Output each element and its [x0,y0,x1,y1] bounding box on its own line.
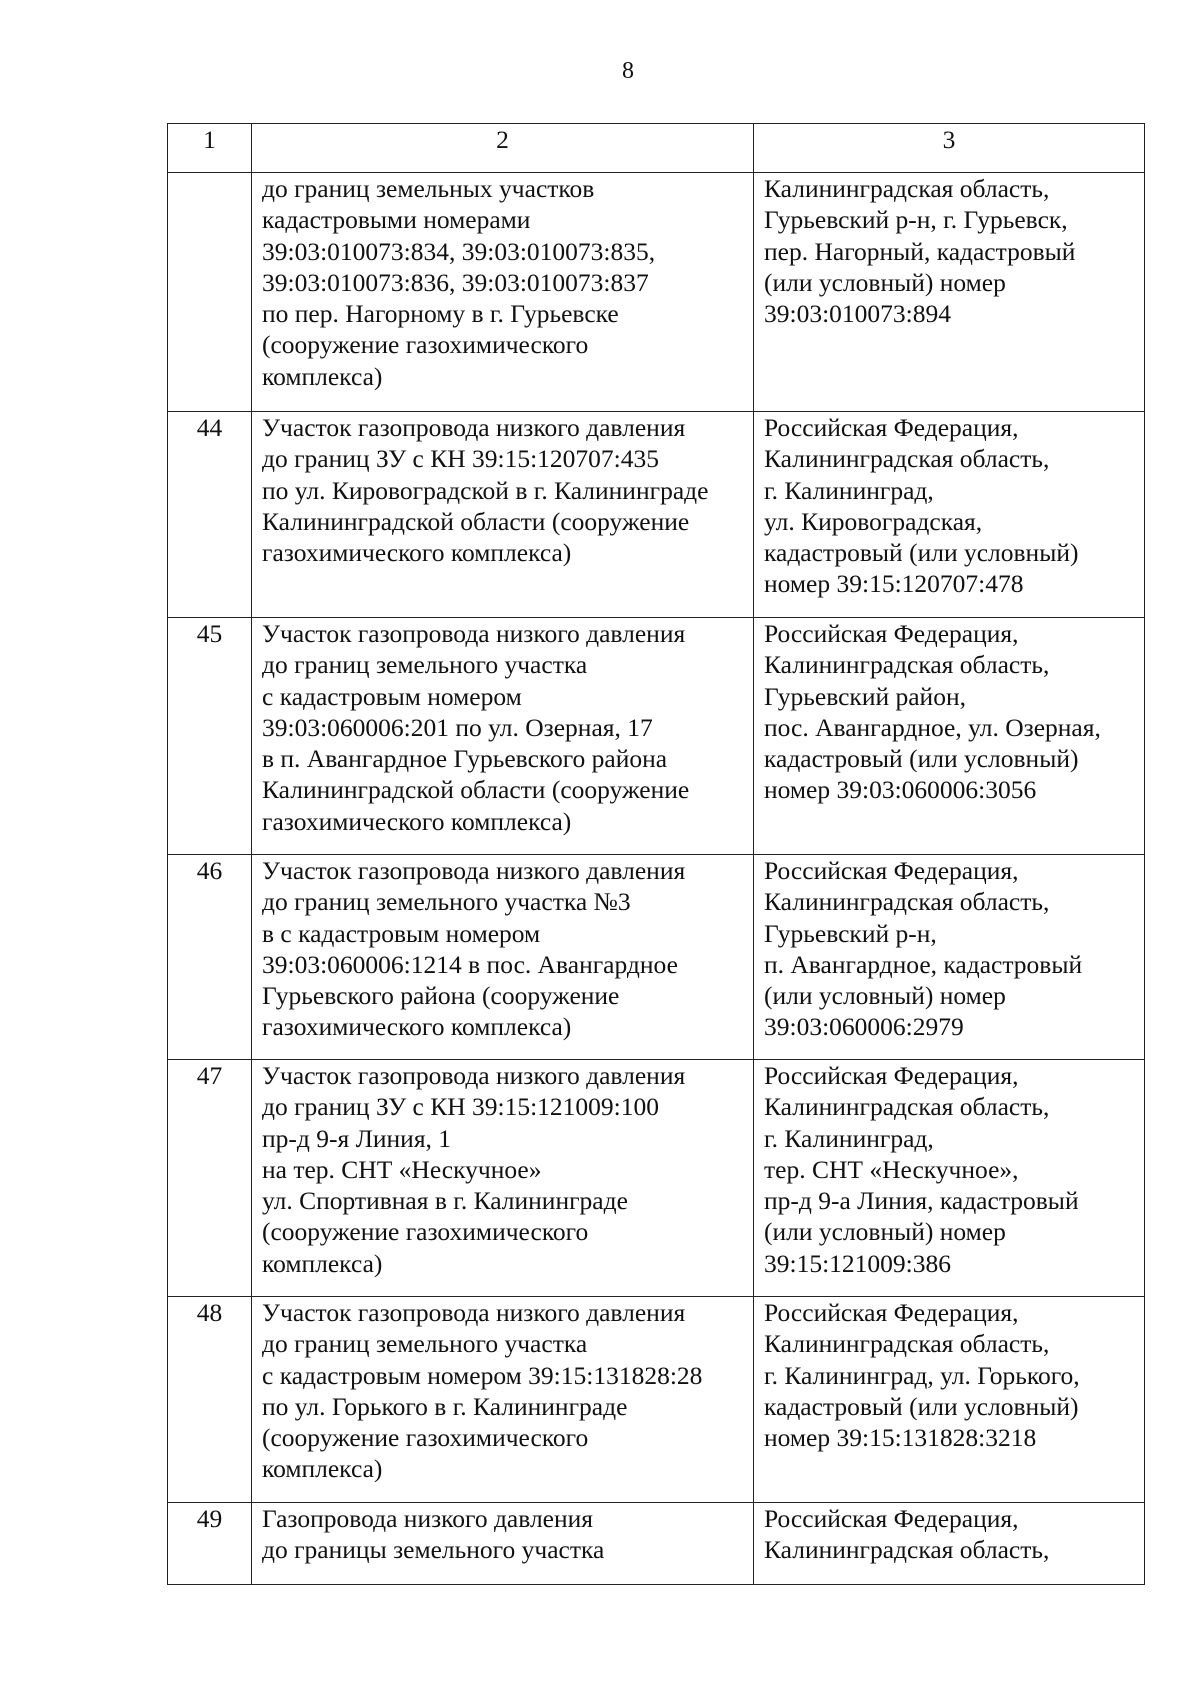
row-number: 45 [168,618,252,855]
table-row [168,855,1145,1060]
table-header-row [168,124,1145,173]
object-location: Российская Федерация, Калининградская область, г. Калининград, ул. Горького, кадастровый (или условный) номер 39:15:131828:3218 [764,1298,1080,1453]
object-description: Участок газопровода низкого давления до границ ЗУ с КН 39:15:121009:100 пр-д 9-я Линия, 1 на тер. СНТ «Нескучное» ул. Спортивная в г. Калининграде (сооружение газохимического комплекса) [262,1061,686,1278]
table-row [168,412,1145,618]
object-description: Газопровода низкого давления до границы земельного участка [262,1504,605,1565]
table-row [168,1060,1145,1297]
object-description: Участок газопровода низкого давления до границ земельного участка с кадастровым номером 39:03:060006:201 по ул. Озерная, 17 в п. Авангардное Гурьевского района Калининградской области (сооружение газохимического комплекса) [262,619,690,836]
object-description: до границ земельных участков кадастровыми номерами 39:03:010073:834, 39:03:010073:835, 39:03:010073:836, 39:03:010073:837 по пер. Нагорному в г. Гурьевске (сооружение газохимического комплекса) [262,174,656,391]
table-row [168,1297,1145,1503]
row-number: 46 [168,855,252,1060]
page-number: 8 [622,58,634,84]
column-header-1: 1 [168,124,252,173]
object-location: Российская Федерация, Калининградская область, [764,1504,1050,1565]
object-location: Калининградская область, Гурьевский р-н, г. Гурьевск, пер. Нагорный, кадастровый (или условный) номер 39:03:010073:894 [764,174,1076,329]
table-row [168,173,1145,412]
object-description: Участок газопровода низкого давления до границ ЗУ с КН 39:15:120707:435 по ул. Кировоградской в г. Калининграде Калининградской области (сооружение газохимического комплекса) [262,413,709,568]
table-row [168,1503,1145,1585]
object-location: Российская Федерация, Калининградская область, Гурьевский район, пос. Авангардное, ул. Озерная, кадастровый (или условный) номер 39:03:060006:3056 [764,619,1101,805]
column-header-3: 3 [754,124,1145,173]
row-number: 44 [168,412,252,618]
object-description: Участок газопровода низкого давления до границ земельного участка №3 в с кадастровым номером 39:03:060006:1214 в пос. Авангардное Гурьевского района (сооружение газохимического комплекса) [262,856,686,1042]
object-location: Российская Федерация, Калининградская область, г. Калининград, ул. Кировоградская, кадастровый (или условный) номер 39:15:120707:478 [764,413,1079,599]
row-number [168,173,252,412]
object-location: Российская Федерация, Калининградская область, г. Калининград, тер. СНТ «Нескучное», пр-д 9-а Линия, кадастровый (или условный) номер 39:15:121009:386 [764,1061,1079,1278]
row-number: 47 [168,1060,252,1297]
land-plot-table [167,123,1145,1585]
column-header-2: 2 [252,124,754,173]
row-number: 48 [168,1297,252,1503]
table-row [168,618,1145,855]
row-number: 49 [168,1503,252,1585]
object-location: Российская Федерация, Калининградская область, Гурьевский р-н, п. Авангардное, кадастровый (или условный) номер 39:03:060006:2979 [764,856,1083,1042]
object-description: Участок газопровода низкого давления до границ земельного участка с кадастровым номером 39:15:131828:28 по ул. Горького в г. Калининграде (сооружение газохимического комплекса) [262,1298,703,1484]
